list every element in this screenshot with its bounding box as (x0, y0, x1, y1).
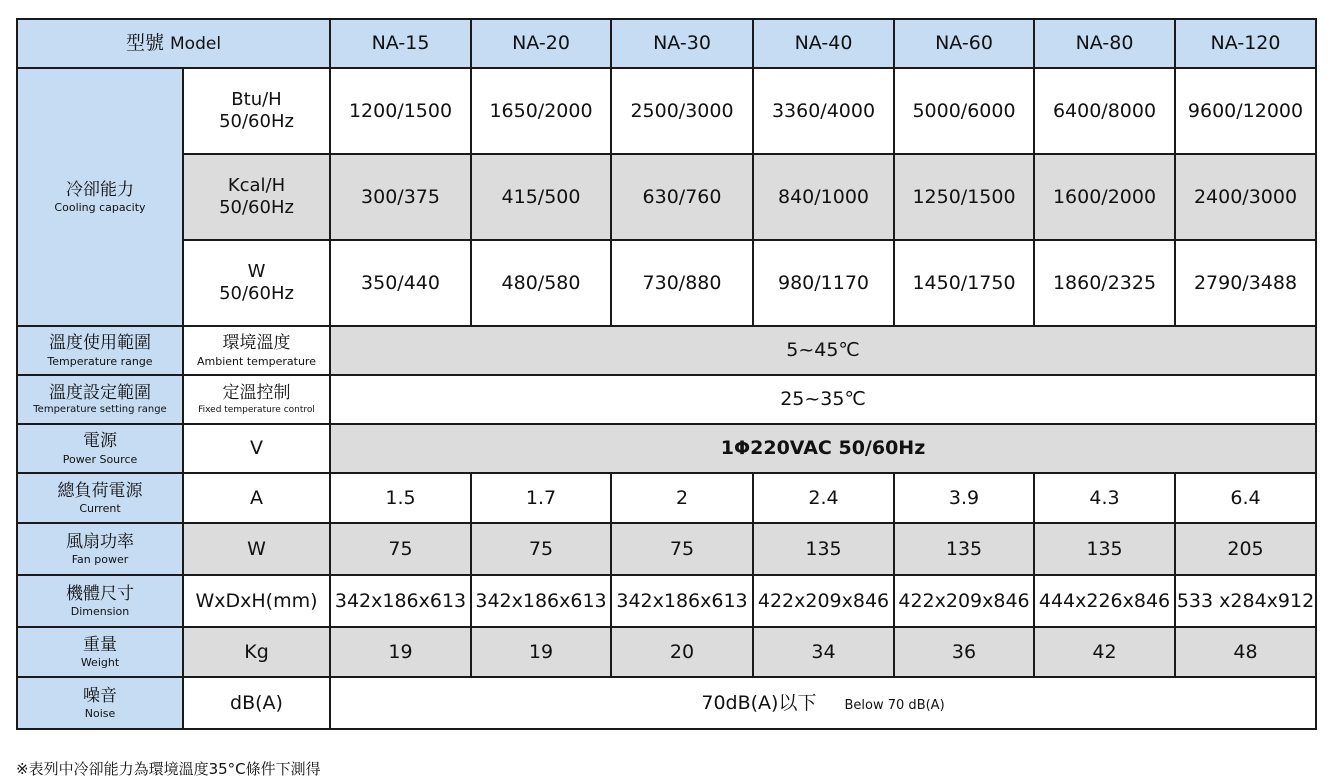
value-cell: 2400/3000 (1175, 154, 1316, 240)
spec-table (16, 18, 1317, 730)
value-cell: 840/1000 (753, 154, 894, 240)
label-en: Noise (84, 707, 116, 721)
noise-value-zh: 70dB(A)以下 (701, 691, 817, 714)
unit-cell: V (183, 424, 330, 473)
table-row (17, 154, 1316, 240)
value-cell: 730/880 (611, 240, 753, 326)
sub-label-zh: 環境溫度 (222, 332, 291, 353)
unit-cell: Kg (183, 627, 330, 677)
value-cell: 422x209x846 (753, 575, 894, 627)
value-cell: 1200/1500 (330, 68, 471, 154)
model-name: NA-80 (1034, 19, 1175, 68)
label-en: Power Source (62, 452, 138, 466)
value-cell: 415/500 (471, 154, 611, 240)
unit-cell: W (183, 523, 330, 575)
model-name: NA-30 (611, 19, 753, 68)
label-zh: 溫度使用範圍 (49, 333, 151, 354)
value-cell: 1250/1500 (894, 154, 1034, 240)
table-row (17, 375, 1316, 424)
value-cell: 630/760 (611, 154, 753, 240)
model-name: NA-20 (471, 19, 611, 68)
label-zh: 溫度設定範圍 (49, 382, 151, 403)
value-cell: 1.5 (330, 473, 471, 523)
model-name: NA-60 (894, 19, 1034, 68)
label-zh: 機體尺寸 (66, 583, 134, 604)
dimension-label (17, 575, 183, 627)
value-cell: 422x209x846 (894, 575, 1034, 627)
temperature-range-label (17, 326, 183, 375)
value-cell: 1.7 (471, 473, 611, 523)
merged-value-cell (330, 677, 1316, 729)
sub-label-en: Fixed temperature control (198, 405, 315, 416)
label-en: Temperature setting range (33, 404, 167, 416)
value-cell: 48 (1175, 627, 1316, 677)
value-cell: 205 (1175, 523, 1316, 575)
unit-cell (183, 154, 330, 240)
value-cell: 34 (753, 627, 894, 677)
fan-power-label (17, 523, 183, 575)
value-cell: 444x226x846 (1034, 575, 1175, 627)
value-cell: 75 (611, 523, 753, 575)
value-cell: 1600/2000 (1034, 154, 1175, 240)
label-zh: 噪音 (83, 685, 117, 706)
table-row (17, 575, 1316, 627)
value-cell: 342x186x613 (611, 575, 753, 627)
value-cell: 20 (611, 627, 753, 677)
sub-label-en: Ambient temperature (197, 355, 316, 369)
label-zh: 風扇功率 (66, 531, 134, 552)
model-name: NA-120 (1175, 19, 1316, 68)
label-en: Weight (80, 656, 120, 670)
value-cell: 533 x284x912 (1175, 575, 1316, 627)
value-cell: 9600/12000 (1175, 68, 1316, 154)
unit-cell (183, 68, 330, 154)
value-cell: 2500/3000 (611, 68, 753, 154)
value-cell: 135 (753, 523, 894, 575)
unit-cell: A (183, 473, 330, 523)
label-zh: 冷卻能力 (66, 179, 134, 200)
unit-cell (183, 375, 330, 424)
unit-cell (183, 240, 330, 326)
value-cell: 1650/2000 (471, 68, 611, 154)
label-zh: 總負荷電源 (57, 480, 143, 501)
value-cell: 1860/2325 (1034, 240, 1175, 326)
merged-value-cell: 1Φ220VAC 50/60Hz (330, 424, 1316, 473)
power-source-label (17, 424, 183, 473)
table-row (17, 68, 1316, 154)
table-row (17, 473, 1316, 523)
label-zh: 重量 (83, 634, 117, 655)
merged-value-cell: 5~45℃ (330, 326, 1316, 375)
label-en: Temperature range (47, 354, 153, 368)
unit-cell (183, 326, 330, 375)
unit-cell: WxDxH(mm) (183, 575, 330, 627)
value-cell: 342x186x613 (471, 575, 611, 627)
value-cell: 342x186x613 (330, 575, 471, 627)
table-row (17, 627, 1316, 677)
value-cell: 4.3 (1034, 473, 1175, 523)
noise-value-en: Below 70 dB(A) (844, 697, 945, 713)
value-cell: 350/440 (330, 240, 471, 326)
table-row (17, 523, 1316, 575)
model-name: NA-40 (753, 19, 894, 68)
value-cell: 75 (330, 523, 471, 575)
noise-label (17, 677, 183, 729)
model-label-en: Model (170, 34, 222, 55)
unit-label: Btu/H (231, 89, 282, 111)
value-cell: 75 (471, 523, 611, 575)
value-cell: 2.4 (753, 473, 894, 523)
frequency-label: 50/60Hz (219, 197, 294, 218)
value-cell: 980/1170 (753, 240, 894, 326)
weight-label (17, 627, 183, 677)
value-cell: 480/580 (471, 240, 611, 326)
temperature-setting-label (17, 375, 183, 424)
table-row (17, 424, 1316, 473)
cooling-capacity-label (17, 68, 183, 326)
value-cell: 42 (1034, 627, 1175, 677)
merged-value-cell: 25~35℃ (330, 375, 1316, 424)
value-cell: 2790/3488 (1175, 240, 1316, 326)
unit-label: Kcal/H (227, 175, 286, 197)
value-cell: 6.4 (1175, 473, 1316, 523)
label-zh: 電源 (83, 431, 117, 452)
value-cell: 36 (894, 627, 1034, 677)
value-cell: 6400/8000 (1034, 68, 1175, 154)
frequency-label: 50/60Hz (219, 283, 294, 304)
model-label-zh: 型號 (125, 32, 164, 55)
value-cell: 2 (611, 473, 753, 523)
label-en: Current (79, 502, 121, 516)
header-row (17, 19, 1316, 68)
value-cell: 5000/6000 (894, 68, 1034, 154)
model-name: NA-15 (330, 19, 471, 68)
table-row (17, 326, 1316, 375)
unit-label: W (247, 261, 266, 283)
label-en: Dimension (70, 605, 130, 619)
value-cell: 135 (1034, 523, 1175, 575)
unit-cell: dB(A) (183, 677, 330, 729)
value-cell: 135 (894, 523, 1034, 575)
current-label (17, 473, 183, 523)
label-en: Cooling capacity (54, 201, 146, 215)
footnote: ※表列中冷卻能力為環境溫度35°C條件下測得 (16, 760, 321, 778)
label-en: Fan power (71, 553, 129, 567)
value-cell: 3360/4000 (753, 68, 894, 154)
frequency-label: 50/60Hz (219, 111, 294, 132)
value-cell: 1450/1750 (894, 240, 1034, 326)
value-cell: 19 (330, 627, 471, 677)
value-cell: 300/375 (330, 154, 471, 240)
model-header-cell (17, 19, 330, 68)
sub-label-zh: 定溫控制 (222, 382, 291, 403)
value-cell: 3.9 (894, 473, 1034, 523)
value-cell: 19 (471, 627, 611, 677)
table-row (17, 677, 1316, 729)
table-row (17, 240, 1316, 326)
